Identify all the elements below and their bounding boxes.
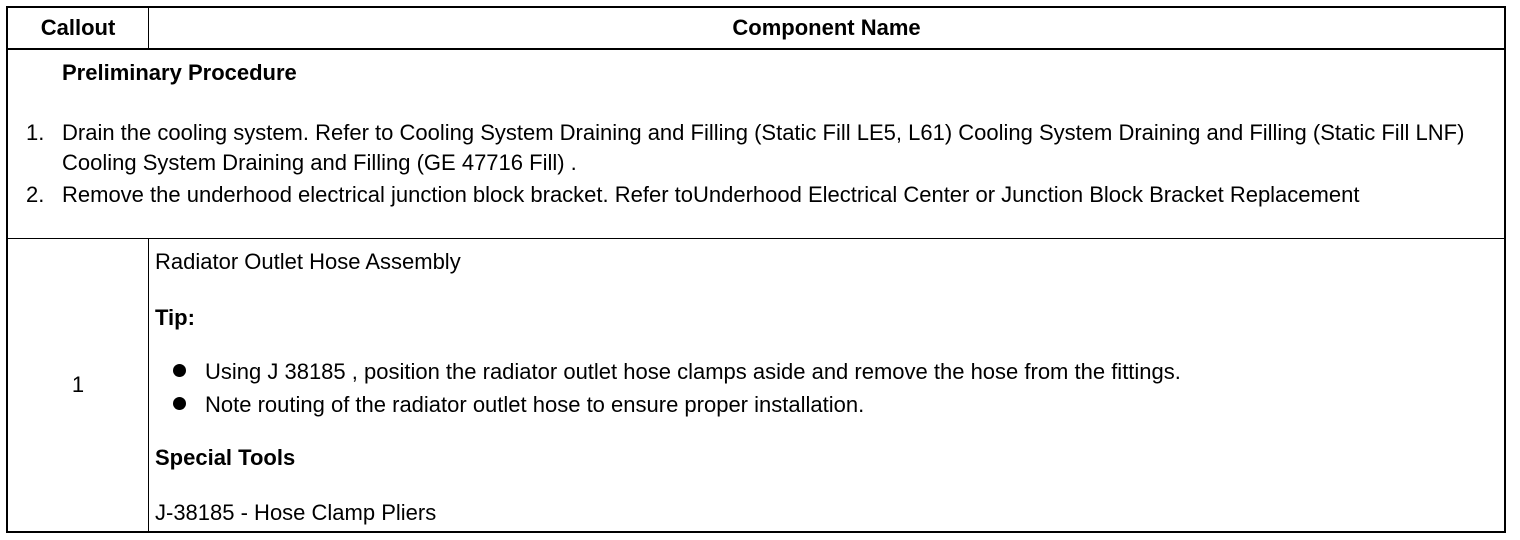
bullet-icon (173, 364, 186, 377)
special-tools-label: Special Tools (155, 445, 296, 470)
step-text: Drain the cooling system. Refer to Cooling System Draining and Filling (Static Fill LE5, L61) Cooling System Draining and Filling (Static Fill LNF) Cooling System Draining and Filling (GE 47716 Fill) . (62, 120, 1465, 175)
component-name-column-header: Component Name (732, 15, 921, 40)
preliminary-procedure-title: Preliminary Procedure (62, 60, 297, 85)
component-cell (149, 239, 1504, 531)
tip-label: Tip: (155, 305, 195, 330)
procedure-table (6, 6, 1506, 533)
preliminary-step (8, 180, 1484, 210)
bullet-icon (173, 397, 186, 410)
preliminary-step (8, 118, 1484, 178)
callout-column-header: Callout (8, 8, 149, 48)
tip-text: Using J 38185 , position the radiator outlet hose clamps aside and remove the hose from the fittings. (205, 359, 1181, 384)
step-text: Remove the underhood electrical junction block bracket. Refer toUnderhood Electrical Center or Junction Block Bracket Replacement (62, 182, 1360, 207)
step-number: 1. (26, 120, 45, 145)
table-row (8, 239, 1504, 531)
callout-number: 1 (8, 239, 149, 531)
component-name: Radiator Outlet Hose Assembly (155, 249, 461, 274)
table-header (8, 8, 1504, 50)
step-number: 2. (26, 182, 45, 207)
tip-text: Note routing of the radiator outlet hose to ensure proper installation. (205, 392, 865, 417)
preliminary-procedure-row (8, 48, 1504, 239)
special-tool-item: J-38185 - Hose Clamp Pliers (155, 500, 437, 525)
